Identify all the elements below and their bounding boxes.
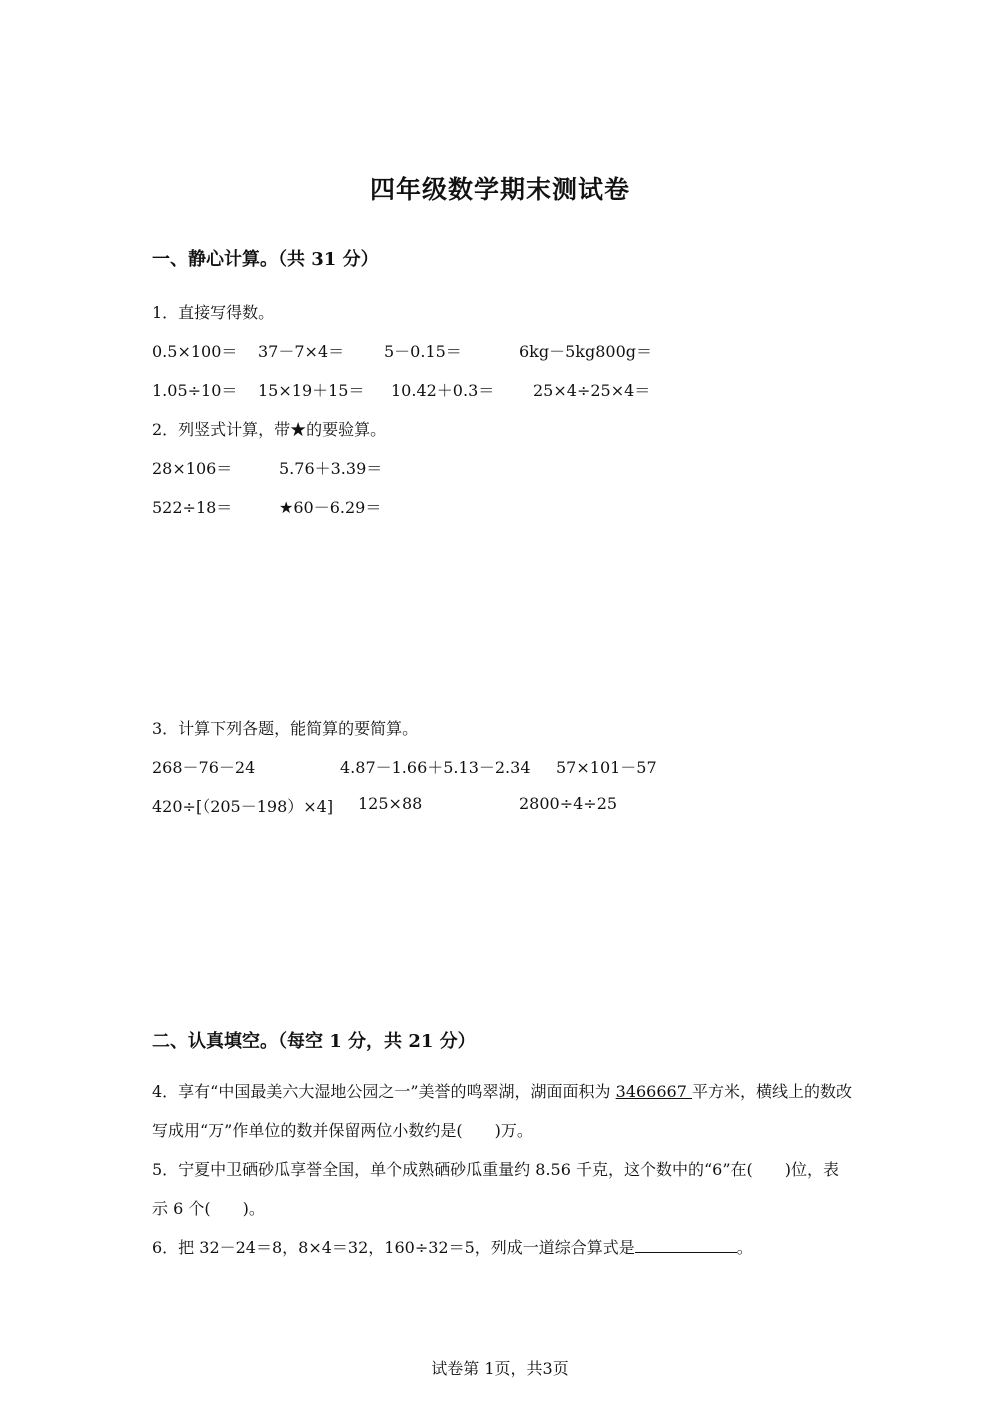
q2-expr-1: 28×106＝ <box>152 459 233 478</box>
q1-expr-1: 0.5×100＝ <box>152 342 238 361</box>
page-title: 四年级数学期末测试卷 <box>369 175 630 204</box>
q2-expr-4: ★60－6.29＝ <box>279 498 382 517</box>
q4-text-a: 4．享有“中国最美六大湿地公园之一”美誉的鸣翠湖，湖面面积为 <box>152 1082 616 1101</box>
q3-expr-2: 4.87－1.66＋5.13－2.34 <box>340 758 531 777</box>
q1-expr-6: 15×19＋15＝ <box>258 381 365 400</box>
q2-expr-3: 522÷18＝ <box>152 498 233 517</box>
q1-expr-4: 6kg－5kg800g＝ <box>519 342 653 361</box>
q1-expr-7: 10.42＋0.3＝ <box>391 381 495 400</box>
q4-underlined-number: 3466667 <box>615 1082 692 1101</box>
question-6 <box>152 1228 852 1267</box>
q1-expr-2: 37－7×4＝ <box>258 342 345 361</box>
q3-expr-3: 57×101－57 <box>556 758 657 777</box>
question-5: 5．宁夏中卫硒砂瓜享誉全国，单个成熟硒砂瓜重量约 8.56 千克，这个数中的“6”在( )位，表示 6 个( )。 <box>152 1160 840 1218</box>
question-1-label: 1．直接写得数。 <box>152 303 275 322</box>
q3-expr-1: 268－76－24 <box>152 758 256 777</box>
q2-expr-2: 5.76＋3.39＝ <box>279 459 383 478</box>
q3-expr-6: 2800÷4÷25 <box>519 794 618 813</box>
q1-expr-8: 25×4÷25×4＝ <box>533 381 651 400</box>
section-1-heading: 一、静心计算。（共 31 分） <box>152 249 379 270</box>
question-2-label: 2．列竖式计算，带★的要验算。 <box>152 420 387 439</box>
q6-answer-blank[interactable] <box>635 1236 737 1253</box>
q3-expr-4: 420÷[（205－198）×4] <box>152 797 334 816</box>
q4-text-b: 平方米，横线上的数改写成用“万”作单位的数并保留两位小数约是( )万。 <box>152 1082 852 1140</box>
section-2-heading: 二、认真填空。（每空 1 分，共 21 分） <box>152 1031 476 1052</box>
question-3-label: 3．计算下列各题，能简算的要简算。 <box>152 719 419 738</box>
q1-expr-5: 1.05÷10＝ <box>152 381 238 400</box>
page-footer: 试卷第 1页，共3页 <box>431 1359 569 1378</box>
q3-expr-5: 125×88 <box>358 794 423 813</box>
q6-text-a: 6．把 32－24＝8，8×4＝32，160÷32＝5，列成一道综合算式是 <box>152 1238 635 1257</box>
q6-text-b: 。 <box>736 1238 753 1257</box>
question-4 <box>152 1072 852 1150</box>
q1-expr-3: 5－0.15＝ <box>384 342 462 361</box>
